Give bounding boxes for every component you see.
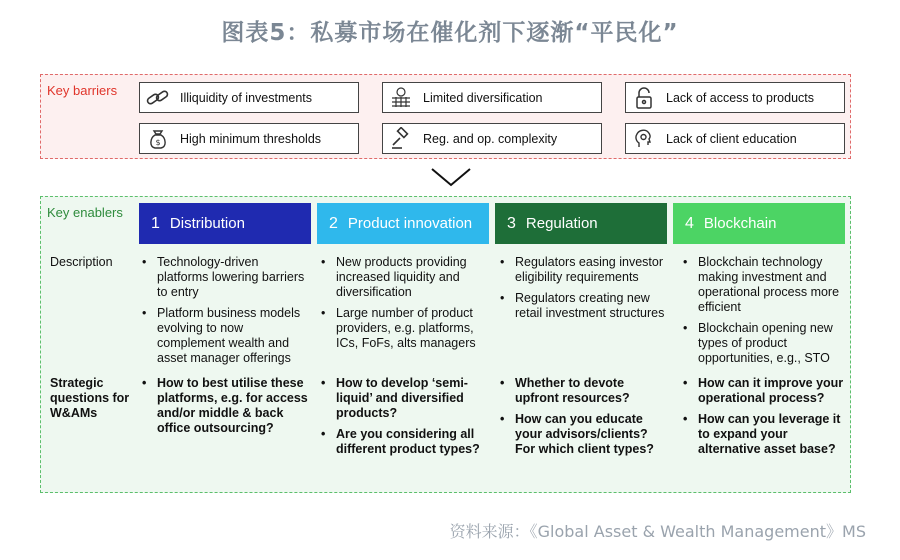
header-product-innovation xyxy=(317,203,489,244)
description-bullet: • Blockchain opening new types of product opportunities, e.g., STO xyxy=(680,321,848,366)
column-number: 3 xyxy=(507,214,516,232)
description-blockchain xyxy=(680,255,848,372)
barrier-text: Illiquidity of investments xyxy=(180,90,313,105)
column-number: 1 xyxy=(151,214,160,232)
key-barriers-label: Key barriers xyxy=(47,83,118,98)
questions-regulation xyxy=(497,376,669,463)
barrier-text: Lack of access to products xyxy=(666,90,814,105)
header-blockchain xyxy=(673,203,845,244)
chain-link-icon xyxy=(140,83,176,112)
chevron-down-icon xyxy=(429,166,473,188)
question-bullet: • How can you leverage it to expand your alternative asset base? xyxy=(680,412,848,457)
column-title: Blockchain xyxy=(703,215,777,232)
key-enablers-label: Key enablers xyxy=(47,205,123,220)
barrier-text: Lack of client education xyxy=(666,131,797,146)
description-distribution xyxy=(139,255,309,372)
description-bullet: • Blockchain technology making investment and operational process more efficient xyxy=(680,255,848,315)
header-regulation xyxy=(495,203,667,244)
gavel-icon xyxy=(383,124,419,153)
column-number: 4 xyxy=(685,214,694,232)
column-number: 2 xyxy=(329,214,338,232)
barrier-complexity xyxy=(382,123,602,154)
barrier-access xyxy=(625,82,845,113)
description-bullet: • New products providing increased liquidity and diversification xyxy=(318,255,488,300)
questions-blockchain xyxy=(680,376,848,463)
description-product-innovation xyxy=(318,255,488,357)
barrier-text: Reg. and op. complexity xyxy=(423,131,558,146)
barrier-diversification xyxy=(382,82,602,113)
row-label-strategic-questions: Strategic questions for W&AMs xyxy=(50,376,130,420)
questions-distribution xyxy=(139,376,309,442)
barrier-thresholds xyxy=(139,123,359,154)
column-title: Product innovation xyxy=(347,215,473,232)
question-bullet: • Are you considering all different product types? xyxy=(318,427,488,457)
question-bullet: • Whether to devote upfront resources? xyxy=(497,376,669,406)
svg-text:$: $ xyxy=(155,137,161,147)
header-distribution xyxy=(139,203,311,244)
description-bullet: • Technology-driven platforms lowering barriers to entry xyxy=(139,255,309,300)
questions-product-innovation xyxy=(318,376,488,463)
description-bullet: • Large number of product providers, e.g. platforms, ICs, FoFs, alts managers xyxy=(318,306,488,351)
barrier-text: Limited diversification xyxy=(423,90,543,105)
row-label-description: Description xyxy=(50,255,113,269)
currency-grid-icon xyxy=(383,83,419,112)
question-bullet: • How to best utilise these platforms, e.g. for access and/or middle & back office outsourcing? xyxy=(139,376,309,436)
question-bullet: • How to develop ‘semi-liquid’ and diversified products? xyxy=(318,376,488,421)
description-regulation xyxy=(497,255,669,327)
column-title: Regulation xyxy=(525,215,598,232)
description-bullet: • Platform business models evolving to now complement wealth and asset manager offerings xyxy=(139,306,309,366)
question-bullet: • How can it improve your operational process? xyxy=(680,376,848,406)
column-title: Distribution xyxy=(169,215,245,232)
barrier-education xyxy=(625,123,845,154)
barrier-illiquidity xyxy=(139,82,359,113)
description-bullet: • Regulators creating new retail investment structures xyxy=(497,291,669,321)
padlock-icon xyxy=(626,83,662,112)
money-bag-icon xyxy=(140,124,176,153)
source-caption: 资料来源：《Global Asset & Wealth Management》MS xyxy=(449,522,866,541)
barrier-text: High minimum thresholds xyxy=(180,131,322,146)
figure-title: 图表5：私募市场在催化剂下逐渐“平民化” xyxy=(221,20,679,46)
head-gear-icon xyxy=(626,124,662,153)
description-bullet: • Regulators easing investor eligibility requirements xyxy=(497,255,669,285)
question-bullet: • How can you educate your advisors/clients? For which client types? xyxy=(497,412,669,457)
